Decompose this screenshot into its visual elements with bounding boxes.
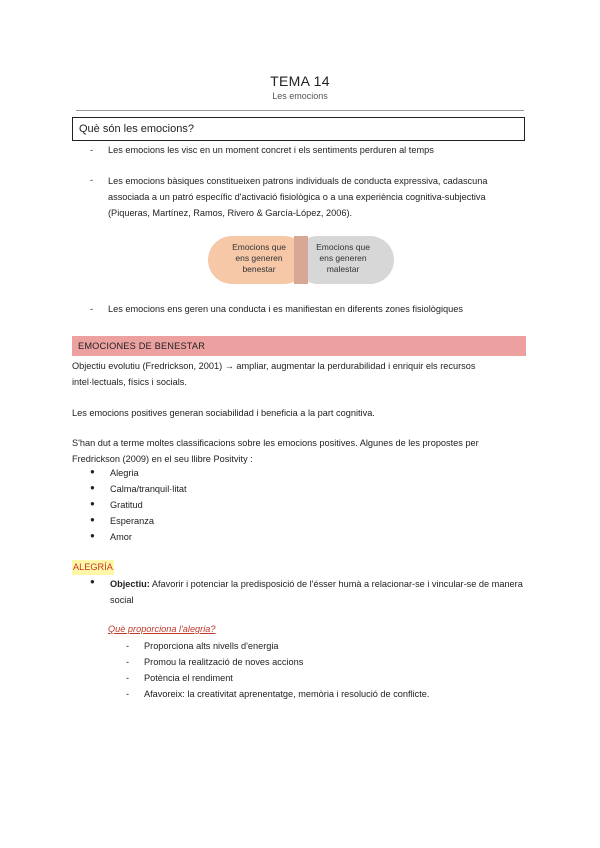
- list-item: ● Esperanza: [90, 515, 154, 526]
- diagram-overlap: [294, 236, 308, 284]
- question-box: Què són les emocions?: [72, 117, 525, 141]
- discomfort-label: Emocions que ens generen malestar: [316, 242, 370, 275]
- positive-emotions-list: [90, 466, 187, 546]
- bullet-dot: ●: [90, 577, 95, 586]
- section-banner: EMOCIONES DE BENESTAR: [72, 336, 526, 356]
- alegria-list: [126, 639, 429, 703]
- dash-bullet: -: [90, 304, 94, 314]
- alegria-objective: [90, 576, 530, 608]
- intro-item-text: Les emocions bàsiques constitueixen patrons individuals de conducta expressiva, cadascuna associada a un patró específic d'activació fisiològica o a una experiència cognitiva-subjectiva (Piqueras, Martínez, Ramos, Rivero & García-López, 2006).: [108, 176, 488, 219]
- list-item: - Promou la realització de noves accions: [126, 657, 304, 667]
- list-item: - Potència el rendiment: [126, 673, 233, 683]
- intro-item: [90, 302, 530, 317]
- list-item: ● Amor: [90, 531, 132, 542]
- intro-item-text: Les emocions les visc en un moment concret i els sentiments perduren al temps: [108, 145, 434, 155]
- paragraph-objective: Objectiu evolutiu (Fredrickson, 2001) → ampliar, augmentar la perdurabilidad i enriquir els recursos intel·lectuals, físics i socials.: [72, 361, 476, 388]
- alegria-question: Què proporciona l'alegria?: [108, 624, 216, 634]
- list-item: ● Alegria: [90, 467, 139, 478]
- paragraph-sociability: Les emocions positives generan sociabilidad i beneficia a la part cognitiva.: [72, 408, 375, 418]
- dash-bullet: -: [90, 175, 94, 185]
- bullet-dot: ●: [90, 515, 95, 524]
- intro-item: [90, 173, 530, 221]
- intro-item-text: Les emocions ens geren una conducta i es manifiestan en diferents zones fisiològiques: [108, 304, 463, 314]
- page-subtitle: Les emocions: [272, 91, 328, 101]
- list-item: ● Gratitud: [90, 499, 143, 510]
- dash-bullet: -: [90, 145, 94, 155]
- objective-label: Objectiu:: [110, 579, 150, 589]
- bullet-dot: ●: [90, 499, 95, 508]
- bullet-dot: ●: [90, 531, 95, 540]
- page-title: TEMA 14: [270, 73, 330, 89]
- bullet-dot: ●: [90, 467, 95, 476]
- emotions-diagram: [208, 236, 394, 284]
- list-item: - Proporciona alts nivells d'energia: [126, 641, 279, 651]
- intro-item: [90, 143, 530, 158]
- objective-text: Afavorir i potenciar la predisposició de l'ésser humà a relacionar-se i vincular-se de manera social: [110, 579, 523, 606]
- list-item: ● Calma/tranquil·litat: [90, 483, 187, 494]
- wellbeing-label: Emocions que ens generen benestar: [232, 242, 286, 275]
- paragraph-classifications: S'han dut a terme moltes classificacions sobre les emocions positives. Algunes de les propostes per Fredrickson (2009) en el seu llibre Positvity :: [72, 438, 479, 465]
- header-divider: [76, 110, 524, 111]
- list-item: - Afavoreix: la creativitat aprenentatge, memòria i resolució de conflicte.: [126, 689, 430, 699]
- bullet-dot: ●: [90, 483, 95, 492]
- alegria-heading: ALEGRÍA: [72, 560, 114, 575]
